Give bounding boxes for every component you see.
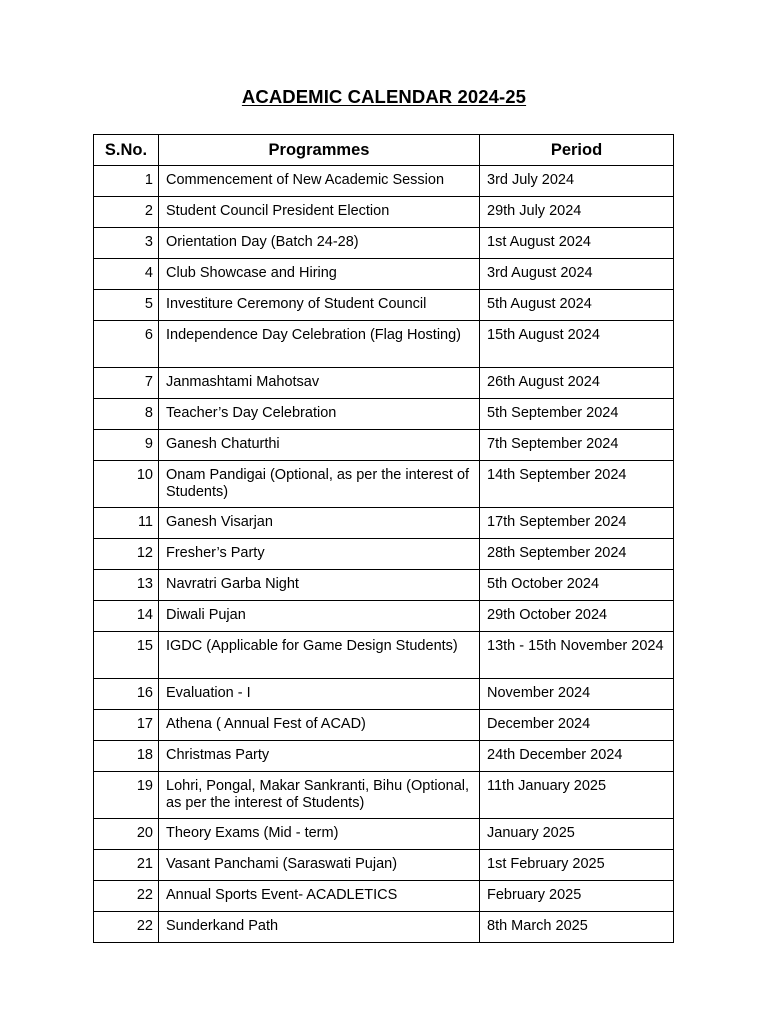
cell-programme: Diwali Pujan: [159, 601, 480, 632]
cell-sno: 6: [94, 321, 159, 368]
table-row: [94, 819, 674, 850]
cell-period: 29th October 2024: [480, 601, 674, 632]
cell-sno: 4: [94, 259, 159, 290]
table-row: [94, 539, 674, 570]
cell-programme: Sunderkand Path: [159, 912, 480, 943]
table-body: [94, 166, 674, 943]
cell-programme: Annual Sports Event- ACADLETICS: [159, 881, 480, 912]
cell-period: 14th September 2024: [480, 461, 674, 508]
cell-sno: 18: [94, 741, 159, 772]
table-row: [94, 228, 674, 259]
header-programme: Programmes: [159, 135, 480, 166]
cell-period: 13th - 15th November 2024: [480, 632, 674, 679]
cell-programme: Investiture Ceremony of Student Council: [159, 290, 480, 321]
cell-sno: 22: [94, 912, 159, 943]
cell-programme: Janmashtami Mahotsav: [159, 368, 480, 399]
table-row: [94, 741, 674, 772]
cell-period: 5th September 2024: [480, 399, 674, 430]
cell-sno: 9: [94, 430, 159, 461]
cell-period: 15th August 2024: [480, 321, 674, 368]
table-row: [94, 430, 674, 461]
cell-period: 1st February 2025: [480, 850, 674, 881]
cell-sno: 15: [94, 632, 159, 679]
header-sno: S.No.: [94, 135, 159, 166]
cell-programme: Vasant Panchami (Saraswati Pujan): [159, 850, 480, 881]
cell-programme: Onam Pandigai (Optional, as per the interest of Students): [159, 461, 480, 508]
table-row: [94, 259, 674, 290]
cell-programme: Christmas Party: [159, 741, 480, 772]
table-row: [94, 632, 674, 679]
cell-period: February 2025: [480, 881, 674, 912]
cell-programme: Ganesh Chaturthi: [159, 430, 480, 461]
cell-programme: Club Showcase and Hiring: [159, 259, 480, 290]
cell-sno: 11: [94, 508, 159, 539]
cell-period: 24th December 2024: [480, 741, 674, 772]
cell-programme: Theory Exams (Mid - term): [159, 819, 480, 850]
cell-sno: 1: [94, 166, 159, 197]
table-row: [94, 321, 674, 368]
table-header-row: [94, 135, 674, 166]
cell-period: 11th January 2025: [480, 772, 674, 819]
table-row: [94, 772, 674, 819]
cell-period: 17th September 2024: [480, 508, 674, 539]
cell-programme: Orientation Day (Batch 24-28): [159, 228, 480, 259]
cell-period: 3rd August 2024: [480, 259, 674, 290]
cell-programme: Independence Day Celebration (Flag Hosting): [159, 321, 480, 368]
table-row: [94, 290, 674, 321]
cell-sno: 8: [94, 399, 159, 430]
cell-programme: Fresher’s Party: [159, 539, 480, 570]
cell-programme: IGDC (Applicable for Game Design Students): [159, 632, 480, 679]
cell-period: 29th July 2024: [480, 197, 674, 228]
cell-sno: 17: [94, 710, 159, 741]
cell-period: 1st August 2024: [480, 228, 674, 259]
cell-sno: 14: [94, 601, 159, 632]
calendar-table: [93, 134, 674, 943]
cell-period: 5th October 2024: [480, 570, 674, 601]
table-row: [94, 912, 674, 943]
table-row: [94, 368, 674, 399]
page-title: ACADEMIC CALENDAR 2024-25: [241, 86, 527, 107]
cell-period: January 2025: [480, 819, 674, 850]
cell-programme: Evaluation - I: [159, 679, 480, 710]
cell-sno: 22: [94, 881, 159, 912]
cell-programme: Ganesh Visarjan: [159, 508, 480, 539]
cell-sno: 13: [94, 570, 159, 601]
cell-sno: 19: [94, 772, 159, 819]
cell-sno: 5: [94, 290, 159, 321]
cell-period: December 2024: [480, 710, 674, 741]
table-row: [94, 508, 674, 539]
cell-period: 26th August 2024: [480, 368, 674, 399]
cell-programme: Student Council President Election: [159, 197, 480, 228]
table-row: [94, 461, 674, 508]
cell-sno: 21: [94, 850, 159, 881]
cell-sno: 12: [94, 539, 159, 570]
cell-period: 5th August 2024: [480, 290, 674, 321]
cell-period: 3rd July 2024: [480, 166, 674, 197]
cell-programme: Navratri Garba Night: [159, 570, 480, 601]
table-row: [94, 710, 674, 741]
cell-sno: 3: [94, 228, 159, 259]
cell-sno: 10: [94, 461, 159, 508]
table-row: [94, 166, 674, 197]
cell-sno: 16: [94, 679, 159, 710]
table-row: [94, 399, 674, 430]
cell-programme: Athena ( Annual Fest of ACAD): [159, 710, 480, 741]
cell-sno: 7: [94, 368, 159, 399]
cell-sno: 20: [94, 819, 159, 850]
cell-programme: Commencement of New Academic Session: [159, 166, 480, 197]
cell-period: 7th September 2024: [480, 430, 674, 461]
header-period: Period: [480, 135, 674, 166]
cell-period: 8th March 2025: [480, 912, 674, 943]
cell-period: 28th September 2024: [480, 539, 674, 570]
cell-programme: Teacher’s Day Celebration: [159, 399, 480, 430]
table-row: [94, 601, 674, 632]
table-row: [94, 679, 674, 710]
table-row: [94, 850, 674, 881]
table-row: [94, 197, 674, 228]
cell-programme: Lohri, Pongal, Makar Sankranti, Bihu (Optional, as per the interest of Students): [159, 772, 480, 819]
table-row: [94, 570, 674, 601]
cell-period: November 2024: [480, 679, 674, 710]
table-row: [94, 881, 674, 912]
cell-sno: 2: [94, 197, 159, 228]
